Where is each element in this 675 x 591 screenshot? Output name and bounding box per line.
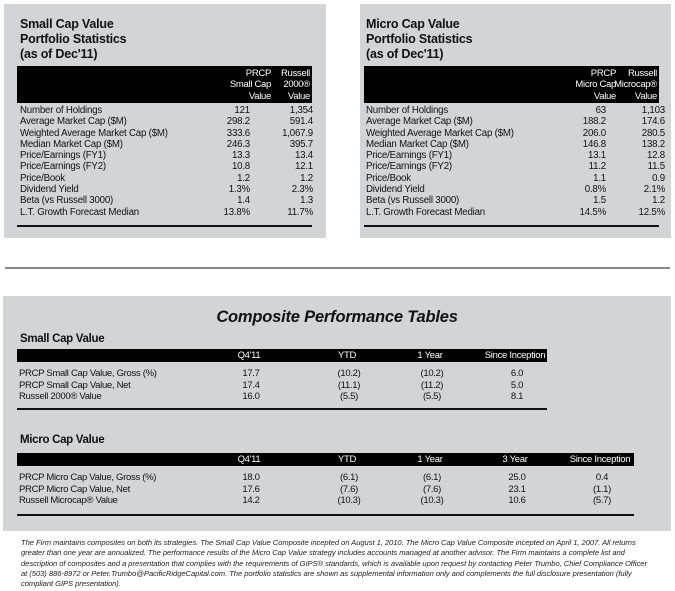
benchmark-value: 11.7% — [287, 206, 313, 218]
prcp-value: 63 — [595, 105, 606, 116]
row-label: Russell Microcap® Value — [19, 495, 118, 507]
row-label: Number of Holdings — [20, 105, 103, 116]
col-header-line: Microcap® — [614, 79, 657, 91]
column-header: Q4'11 — [237, 454, 261, 465]
col-header-benchmark — [602, 68, 657, 102]
cell-value: (10.2) — [337, 368, 361, 379]
row-label: Median Market Cap ($M) — [366, 138, 469, 150]
column-header: 3 Year — [502, 454, 528, 465]
prcp-value: 1.3% — [228, 184, 250, 196]
row-label: PRCP Micro Cap Value, Net — [19, 483, 130, 495]
micro-cap-stats-panel — [360, 4, 671, 238]
row-label: L.T. Growth Forecast Median — [20, 206, 139, 218]
title-line: Portfolio Statistics — [20, 32, 127, 46]
row-label: Price/Book — [20, 172, 65, 184]
cell-value: 8.1 — [510, 391, 524, 403]
small-cap-performance-title: Small Cap Value — [20, 333, 105, 345]
cell-value: 25.0 — [508, 472, 526, 483]
title-line: Micro Cap Value — [366, 17, 460, 31]
prcp-value: 13.1 — [587, 150, 606, 162]
composite-performance-panel — [3, 296, 671, 531]
benchmark-value: 12.8 — [646, 150, 665, 162]
cell-value: (5.7) — [592, 495, 612, 507]
row-label: Price/Earnings (FY2) — [20, 161, 106, 173]
micro-cap-stats-title — [366, 17, 472, 62]
cell-value: (10.2) — [420, 368, 444, 379]
benchmark-value: 1.2 — [652, 195, 665, 207]
cell-value: 14.2 — [242, 495, 260, 507]
row-label: PRCP Micro Cap Value, Gross (%) — [19, 472, 157, 483]
stats-header-bar — [17, 66, 312, 103]
cell-value: 0.4 — [595, 472, 609, 483]
cell-value: 18.0 — [242, 472, 260, 483]
benchmark-value: 1,103 — [641, 105, 665, 116]
prcp-value: 146.8 — [582, 138, 606, 150]
row-label: Dividend Yield — [20, 184, 79, 196]
row-label: Price/Book — [366, 172, 411, 184]
benchmark-value: 1.3 — [300, 195, 313, 207]
title-line: (as of Dec'11) — [366, 47, 444, 61]
column-header: YTD — [337, 454, 357, 465]
row-label: Average Market Cap ($M) — [366, 116, 473, 128]
benchmark-value: 1,067.9 — [282, 127, 313, 139]
col-header-line: Value — [248, 90, 271, 102]
performance-title: Composite Performance Tables — [216, 308, 458, 326]
prcp-value: 0.8% — [584, 184, 606, 196]
column-header: Since Inception — [569, 454, 631, 465]
cell-value: 5.0 — [510, 379, 524, 391]
small-cap-stats-title — [20, 17, 126, 62]
prcp-value: 13.8% — [223, 206, 250, 218]
row-label: Dividend Yield — [366, 184, 425, 196]
row-label: Weighted Average Market Cap ($M) — [20, 127, 168, 139]
benchmark-value: 11.5 — [647, 161, 665, 173]
prcp-value: 1.4 — [237, 195, 250, 207]
micro-cap-performance-title: Micro Cap Value — [20, 434, 105, 446]
row-label: Beta (vs Russell 3000) — [366, 195, 460, 207]
column-header: YTD — [337, 350, 357, 361]
cell-value: (1.1) — [592, 483, 612, 495]
cell-value: (10.3) — [337, 495, 361, 507]
col-header-line: PRCP — [590, 68, 616, 79]
disclosure-footnote: The Firm maintains composites on both its strategies. The Small Cap Value Composite incepted on August 1, 2010. The Micro Cap Value Composite incepted on April 1, 2007. All returns greater than one year are annualized. The performance results of the Micro Cap Value strategy includes accounts managed at another advisor. The Firm maintains a complete list and description of composites and a presentation that complies with the requirements of GIPS® standards, which is available upon request by contacting Peter Trumbo, Chief Compliance Officer at (503) 886-8972 or Peter.Trumbo@PacificRidgeCapital.com. The portfolio statistics are shown as supplemental information only and complements the full disclosure presentation (fully compliant GIPS presentation). — [21, 538, 647, 589]
benchmark-value: 12.1 — [294, 161, 313, 173]
cell-value: (10.3) — [420, 495, 444, 507]
cell-value: (5.5) — [422, 391, 442, 403]
col-header-line: Value — [634, 90, 657, 102]
row-label: Price/Earnings (FY2) — [366, 161, 452, 173]
cell-value: (6.1) — [422, 472, 442, 483]
benchmark-value: 2.3% — [291, 184, 313, 196]
section-divider — [5, 267, 670, 269]
cell-value: (5.5) — [339, 391, 359, 403]
row-label: Price/Earnings (FY1) — [366, 150, 452, 162]
cell-value: 16.0 — [242, 391, 260, 403]
benchmark-value: 280.5 — [641, 127, 665, 139]
benchmark-value: 138.2 — [641, 138, 665, 150]
benchmark-value: 12.5% — [638, 206, 665, 218]
title-line: Portfolio Statistics — [366, 32, 473, 46]
title-line: Small Cap Value — [20, 17, 114, 31]
prcp-value: 10.8 — [231, 161, 250, 173]
cell-value: (7.6) — [339, 483, 359, 495]
performance-header-bar — [17, 453, 634, 466]
benchmark-value: 0.9 — [652, 172, 665, 184]
benchmark-value: 1.2 — [300, 172, 313, 184]
cell-value: 17.4 — [242, 379, 260, 391]
benchmark-value: 591.4 — [289, 116, 313, 128]
row-label: Number of Holdings — [366, 105, 449, 116]
row-label: Price/Earnings (FY1) — [20, 150, 106, 162]
row-label: PRCP Small Cap Value, Gross (%) — [19, 368, 157, 379]
prcp-value: 206.0 — [582, 127, 606, 139]
table-end-rule — [364, 225, 659, 227]
table-end-rule — [17, 225, 312, 227]
col-header-line: Value — [287, 90, 310, 102]
prcp-value: 1.5 — [593, 195, 606, 207]
prcp-value: 121 — [234, 105, 250, 116]
prcp-value: 1.1 — [593, 172, 606, 184]
cell-value: (11.2) — [420, 379, 444, 391]
stats-header-bar — [364, 66, 659, 103]
row-label: Russell 2000® Value — [19, 391, 102, 403]
prcp-value: 1.2 — [237, 172, 250, 184]
row-label: Average Market Cap ($M) — [20, 116, 127, 128]
prcp-value: 13.3 — [231, 150, 250, 162]
cell-value: 10.6 — [508, 495, 526, 507]
prcp-value: 188.2 — [582, 116, 606, 128]
prcp-value: 333.6 — [226, 127, 250, 139]
row-label: PRCP Small Cap Value, Net — [19, 379, 131, 391]
table-end-rule — [17, 514, 634, 516]
cell-value: 17.7 — [242, 368, 260, 379]
performance-header-bar — [17, 349, 547, 362]
prcp-value: 11.2 — [588, 161, 606, 173]
row-label: Beta (vs Russell 3000) — [20, 195, 114, 207]
cell-value: (11.1) — [337, 379, 361, 391]
column-header: 1 Year — [417, 454, 443, 465]
col-header-line: Micro Cap — [575, 79, 616, 91]
cell-value: (6.1) — [339, 472, 359, 483]
col-header-line: Value — [593, 90, 616, 102]
column-header: Since Inception — [484, 350, 546, 361]
prcp-value: 246.3 — [226, 138, 250, 150]
column-header: Q4'11 — [237, 350, 261, 361]
row-label: Median Market Cap ($M) — [20, 138, 123, 150]
benchmark-value: 395.7 — [289, 138, 313, 150]
benchmark-value: 174.6 — [641, 116, 665, 128]
cell-value: 17.6 — [242, 483, 260, 495]
benchmark-value: 2.1% — [643, 184, 665, 196]
prcp-value: 298.2 — [226, 116, 250, 128]
col-header-line: Small Cap — [229, 79, 271, 91]
column-header: 1 Year — [417, 350, 443, 361]
prcp-value: 14.5% — [579, 206, 606, 218]
col-header-line: 2000® — [283, 79, 310, 91]
row-label: L.T. Growth Forecast Median — [366, 206, 485, 218]
col-header-line: Russell — [280, 68, 310, 79]
cell-value: 6.0 — [510, 368, 524, 379]
col-header-benchmark — [261, 68, 310, 102]
small-cap-stats-panel — [4, 4, 326, 238]
cell-value: 23.1 — [508, 483, 526, 495]
col-header-line: PRCP — [245, 68, 271, 79]
row-label: Weighted Average Market Cap ($M) — [366, 127, 514, 139]
title-line: (as of Dec'11) — [20, 47, 98, 61]
table-end-rule — [17, 408, 547, 410]
col-header-line: Russell — [627, 68, 657, 79]
cell-value: (7.6) — [422, 483, 442, 495]
benchmark-value: 1,354 — [289, 105, 313, 116]
benchmark-value: 13.4 — [294, 150, 313, 162]
